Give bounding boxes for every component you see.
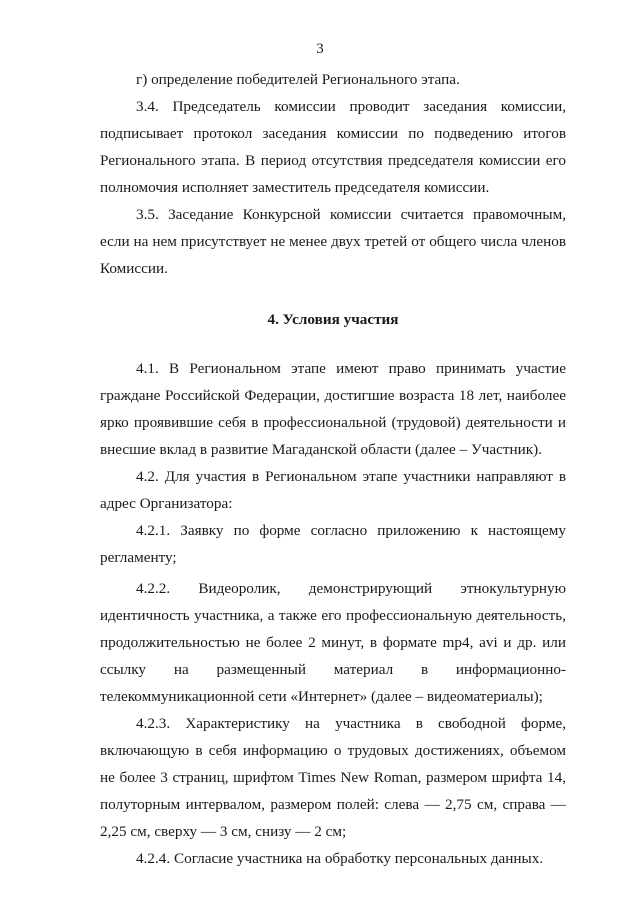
paragraph-4-2-2: 4.2.2. Видеоролик, демонстрирующий этнокультурную идентичность участника, а также его профессиональную деятельность, продолжительностью не более 2 минут, в формате mp4, avi и др. или ссылку на размещенный материал в информационно-телекоммуникационной сети «Интернет» (далее – видеоматериалы); <box>100 580 566 705</box>
paragraph-4-2: 4.2. Для участия в Региональном этапе участники направляют в адрес Организатора: <box>100 468 566 512</box>
section-4-heading: 4. Условия участия <box>267 311 399 328</box>
paragraph-3-4: 3.4. Председатель комиссии проводит заседания комиссии, подписывает протокол заседания комиссии по подведению итогов Регионального этапа. В период отсутствия председателя комиссии его полномочия исполняет заместитель председателя комиссии. <box>100 98 566 196</box>
paragraph-4-1: 4.1. В Региональном этапе имеют право принимать участие граждане Российской Федерации, достигшие возраста 18 лет, наиболее ярко проявившие себя в профессиональной (трудовой) деятельности и внесшие вклад в развитие Магаданской области (далее – Участник). <box>100 360 566 458</box>
paragraph-4-2-4: 4.2.4. Согласие участника на обработку персональных данных. <box>136 850 544 867</box>
page-number: 3 <box>316 41 324 57</box>
paragraph-4-2-3: 4.2.3. Характеристику на участника в свободной форме, включающую в себя информацию о трудовых достижениях, объемом не более 3 страниц, шрифтом Times New Roman, размером шрифта 14, полуторным интервалом, размером полей: слева — 2,75 см, справа — 2,25 см, сверху — 3 см, снизу — 2 см; <box>100 715 566 840</box>
paragraph-4-2-1: 4.2.1. Заявку по форме согласно приложению к настоящему регламенту; <box>100 522 566 566</box>
document-body <box>100 66 566 872</box>
paragraph-3-5: 3.5. Заседание Конкурсной комиссии считается правомочным, если на нем присутствует не менее двух третей от общего числа членов Комиссии. <box>100 206 566 277</box>
paragraph-3-3-g: г) определение победителей Регионального этапа. <box>136 71 460 88</box>
